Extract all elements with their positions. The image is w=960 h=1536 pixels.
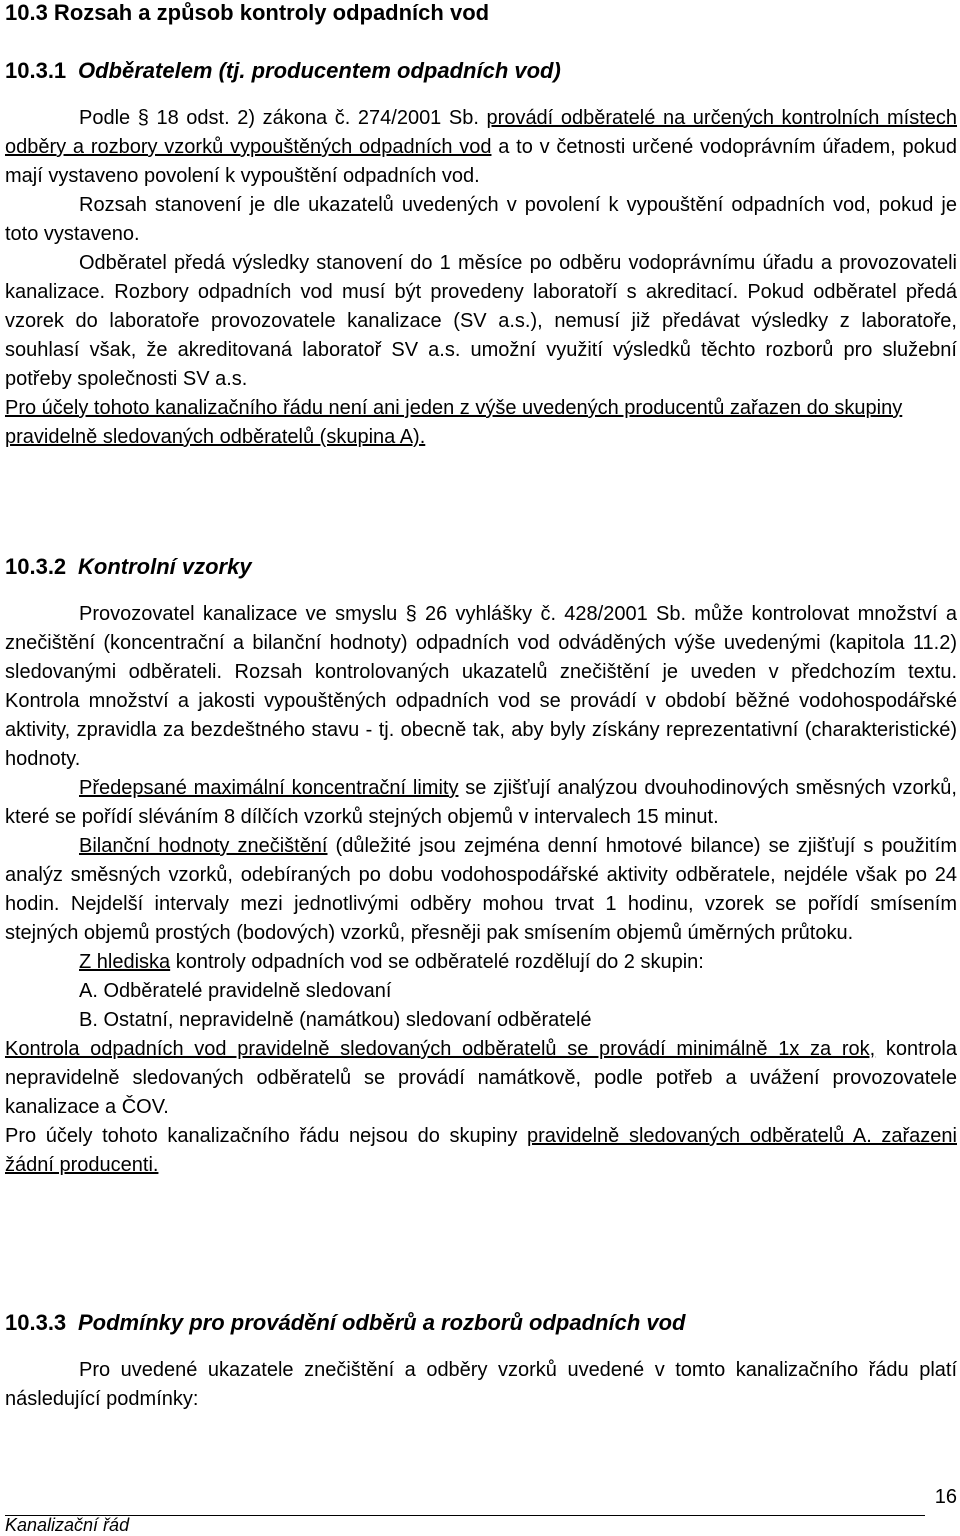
subsection-number: 10.3.2: [5, 554, 67, 579]
text-run: (důležité jsou zejména denní hmotové bilance) se zjišťují s použitím analýz směsných vzorků, odebíraných po dobu vodohospodářské aktivity odběratele, nejdéle však po 24 hodin. Nejdelší intervaly mezi jednotlivými odběry mohou trvat 1 hodinu, vzorek se pořídí smísením stejných objemů prostých (bodových) vzorků, přesněji pak smísením objemů úměrných průtoku.: [5, 835, 957, 944]
subsection-title: Odběratelem (tj. producentem odpadních vod): [78, 58, 561, 83]
underlined-text: Předepsané maximální koncentrační limity: [79, 777, 459, 799]
paragraph: [5, 1035, 957, 1122]
underlined-text: Kontrola odpadních vod pravidelně sledovaných odběratelů se provádí minimálně 1x za rok,: [5, 1038, 876, 1060]
subsection-title: Podmínky pro provádění odběrů a rozborů odpadních vod: [78, 1310, 686, 1335]
list-item-b: B. Ostatní, nepravidelně (namátkou) sledovaní odběratelé: [79, 1009, 592, 1031]
text-run: se zjišťují analýzou dvouhodinových směsných vzorků, které se pořídí sléváním 8 dílčích vzorků stejných objemů v intervalech 15 minut.: [5, 777, 957, 828]
paragraph: [5, 948, 957, 977]
page-footer: [5, 1485, 957, 1535]
subsection-heading-10-3-3: [5, 1308, 685, 1337]
text-run: kontrola nepravidelně sledovaných odběratelů se provádí namátkově, podle potřeb a uvážení provozovatele kanalizace a ČOV.: [5, 1038, 958, 1118]
list-item-a: A. Odběratelé pravidelně sledovaní: [79, 980, 392, 1002]
section-10-3-2-body: [5, 600, 957, 1180]
paragraph: [5, 1122, 957, 1180]
underlined-text: Bilanční hodnoty znečištění: [79, 835, 328, 857]
text-run: a to v četnosti určené vodoprávním úřadem, pokud mají vystaveno povolení k vypouštění odpadních vod.: [5, 136, 958, 187]
subsection-number: 10.3.1: [5, 58, 67, 83]
underlined-text: Z hlediska: [79, 951, 171, 973]
footer-title: Kanalizační řád: [5, 1515, 130, 1535]
subsection-title: Kontrolní vzorky: [78, 554, 252, 579]
paragraph: Pro uvedené ukazatele znečištění a odběry vzorků uvedené v tomto kanalizačního řádu platí následující podmínky:: [5, 1359, 957, 1410]
text-run: Pro účely tohoto kanalizačního řádu nejsou do skupiny: [5, 1125, 527, 1147]
subsection-heading-10-3-1: [5, 56, 561, 85]
paragraph: Rozsah stanovení je dle ukazatelů uvedených v povolení k vypouštění odpadních vod, pokud je toto vystaveno.: [5, 194, 957, 245]
paragraph: [5, 104, 957, 191]
paragraph: [5, 774, 957, 832]
subsection-number: 10.3.3: [5, 1310, 67, 1335]
section-heading-10-3: 10.3 Rozsah a způsob kontroly odpadních vod: [5, 0, 490, 25]
page-number: 16: [934, 1486, 957, 1508]
text-run: kontroly odpadních vod se odběratelé rozdělují do 2 skupin:: [170, 951, 704, 973]
underlined-paragraph: Pro účely tohoto kanalizačního řádu není ani jeden z výše uvedených producentů zařazen do skupiny pravidelně sledovaných odběratelů (skupina A).: [5, 397, 903, 448]
underlined-text: provádí odběratelé na určených kontrolních místech odběry a rozbory vzorků vypouštěných odpadních vod: [5, 107, 957, 158]
underlined-text: pravidelně sledovaných odběratelů A. zařazeni žádní producenti.: [5, 1125, 957, 1176]
paragraph: [5, 832, 957, 948]
paragraph: Odběratel předá výsledky stanovení do 1 měsíce po odběru vodoprávnímu úřadu a provozovateli kanalizace. Rozbory odpadních vod musí být provedeny laboratoří s akreditací. Pokud odběratel předá vzorek do laboratoře provozovatele kanalizace (SV a.s.), nemusí již předávat výsledky z laboratoře, souhlasí však, že akreditovaná laboratoř SV a.s. umožní využití výsledků těchto rozborů pro služební potřeby společnosti SV a.s.: [5, 252, 957, 390]
paragraph: Provozovatel kanalizace ve smyslu § 26 vyhlášky č. 428/2001 Sb. může kontrolovat množství a znečištění (koncentrační a bilanční hodnoty) odpadních vod odváděných výše uvedenými (kapitola 11.2) sledovanými odběrateli. Rozsah kontrolovaných ukazatelů znečištění je uveden v předchozím textu. Kontrola množství a jakosti vypouštěných odpadních vod se provádí v období běžné vodohospodářské aktivity, zpravidla za bezdeštného stavu - tj. obecně tak, aby byly získány reprezentativní (charakteristické) hodnoty.: [5, 603, 957, 770]
section-10-3-3-body: [5, 1356, 957, 1414]
section-10-3-1-body: [5, 104, 957, 452]
subsection-heading-10-3-2: [5, 552, 252, 581]
footer-rule: [5, 1515, 925, 1516]
text-run: Podle § 18 odst. 2) zákona č. 274/2001 Sb.: [79, 107, 487, 129]
